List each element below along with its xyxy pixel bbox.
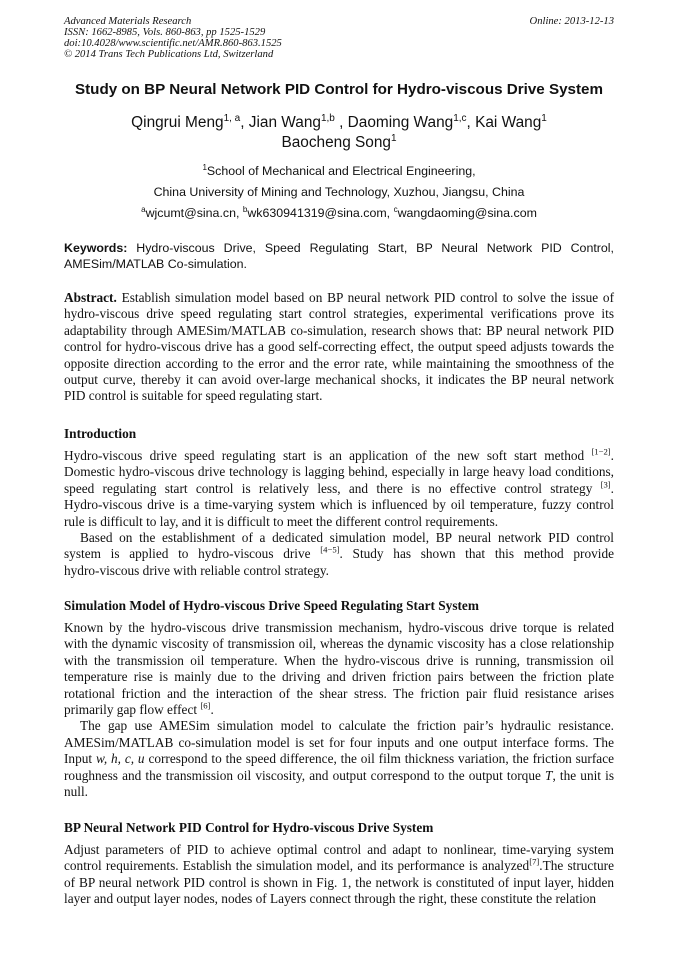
text-line (64, 636, 614, 652)
text-segment: AMESim/MATLAB co-simulation model is set for four inputs and one output interface forms. The (64, 734, 614, 750)
journal-name: Advanced Materials Research (64, 16, 192, 27)
text-segment: Known by the hydro-viscous drive transmission mechanism, hydro-viscous drive torque is related (64, 620, 614, 635)
text-segment: layer and output layer nodes, nodes of Layers connect through the right, these constitute the relation (64, 891, 597, 907)
abstract (64, 290, 614, 405)
text-segment: PID control is suitable for speed regulating start. (64, 388, 323, 404)
text-segment: Hydro-viscous Drive, Speed Regulating Start, BP Neural Network PID Control, (127, 241, 614, 255)
section-heading: Introduction (64, 426, 137, 441)
text-segment: Domestic hydro-viscous drive technology is lagging behind, especially in large heavy load conditions, (64, 464, 614, 480)
section-introduction (64, 426, 614, 579)
text-segment: School of Mechanical and Electrical Engineering, (206, 164, 476, 178)
superscript: 1,c (453, 112, 467, 124)
text-segment: output curve, thereby it can avoid over-large mechanical shocks, it indicates the BP neural network (64, 372, 614, 388)
superscript: 1,b (320, 112, 335, 124)
text-segment: Based on the establishment of a dedicated simulation model, BP neural network PID control (80, 530, 614, 546)
text-segment: . Study has shown that this method provide (339, 546, 614, 562)
affiliation-line-2 (0, 184, 678, 200)
superscript: 1 (390, 132, 397, 144)
text-segment: control requirements. Establish the simulation model, and its performance is analyzed (64, 858, 530, 874)
text-line (64, 669, 614, 685)
section-bp-pid-control (64, 820, 614, 908)
superscript: [6] (200, 700, 211, 711)
paper-title: Study on BP Neural Network PID Control for Hydro-viscous Drive System (74, 81, 604, 98)
text-segment: rule is difficult to lay, and it is difficult to meet the different control requirements. (64, 513, 499, 529)
superscript: [3] (600, 479, 611, 490)
journal-info (64, 16, 282, 60)
text-segment: The gap use AMESim simulation model to calculate the friction pair’s hydraulic resistance. (80, 718, 614, 734)
superscript: b (242, 204, 248, 214)
text-segment: T (545, 767, 553, 783)
copyright: © 2014 Trans Tech Publications Ltd, Switzerland (64, 49, 274, 60)
text-line (64, 240, 614, 256)
text-segment: of BP neural network PID control is shown in Fig. 1, the network is constituted of input layer, hidden (64, 874, 614, 890)
text-line (64, 356, 614, 372)
authors-line-1 (0, 113, 678, 132)
text-segment: AMESim/MATLAB Co-simulation. (64, 257, 247, 271)
text-segment: correspond to the speed difference, the oil film thickness variation, the friction surface (144, 751, 614, 767)
section-heading: BP Neural Network PID Control for Hydro-viscous Drive System (64, 820, 434, 835)
text-segment: Establish simulation model based on BP neural network PID control to solve the issue of (116, 290, 614, 305)
text-line (64, 686, 614, 702)
text-line (64, 256, 614, 272)
text-line (64, 563, 614, 579)
text-segment: temperature rise is mainly due to the driving and driven friction pairs between the friction plate (64, 669, 614, 685)
text-segment: adaptability through AMESim/MATLAB co-simulation, research shows that: BP neural network PID (64, 322, 614, 338)
affiliation-line-1 (0, 163, 678, 179)
section-heading: Simulation Model of Hydro-viscous Drive Speed Regulating Start System (64, 598, 479, 613)
section-simulation-model (64, 598, 614, 800)
superscript: [1−2] (591, 446, 611, 457)
text-line (64, 388, 614, 404)
text-line (64, 653, 614, 669)
superscript: [7] (529, 856, 540, 867)
text-segment: null. (64, 784, 89, 800)
text-segment: , Kai Wang (466, 114, 542, 131)
superscript: [4−5] (320, 545, 340, 556)
issn: ISSN: 1662-8985, Vols. 860-863, pp 1525-1529 (64, 27, 266, 38)
text-segment: , Jian Wang (240, 114, 321, 131)
online-date: Online: 2013-12-13 (529, 16, 614, 27)
text-line (64, 891, 614, 907)
text-line (64, 620, 614, 636)
text-segment: rotational friction and the interaction of the shear stress. The friction pair fluid resistance arises (64, 685, 614, 701)
text-segment: , the unit is (552, 767, 614, 783)
superscript: 1 (541, 112, 547, 124)
authors-line-2 (0, 133, 678, 152)
text-line (64, 464, 614, 480)
text-line (64, 842, 614, 858)
text-segment: China University of Mining and Technology, Xuzhou, Jiangsu, China (153, 185, 525, 199)
text-line (64, 751, 614, 767)
text-segment: w, h, c, u (95, 751, 145, 767)
text-line (64, 718, 614, 734)
text-line (64, 481, 614, 497)
text-segment: Hydro-viscous drive speed regulating start is an application of the new soft start method (64, 448, 592, 463)
text-line (64, 448, 614, 464)
text-line (64, 702, 614, 718)
text-line (64, 290, 614, 306)
superscript: 1, a (223, 112, 241, 124)
text-line (64, 858, 614, 874)
text-segment: with the transmission oil temperature. When the hydro-viscous drive is running, transmission oil (64, 652, 614, 668)
text-segment: primarily gap flow effect (64, 702, 201, 718)
emails (0, 205, 678, 221)
text-segment: .The structure (539, 858, 615, 874)
text-segment: wk630941319@sina.com, (247, 206, 394, 220)
text-line (64, 530, 614, 546)
text-segment: Keywords: (64, 241, 128, 255)
text-segment: speed regulating start control is relatively less, and there is no effective control strategy (64, 480, 601, 496)
text-line (64, 323, 614, 339)
text-segment: Hydro-viscous drive is a time-varying system which is influenced by oil temperature, fuzzy control (64, 497, 614, 513)
text-segment: . (210, 702, 214, 718)
superscript: a (141, 204, 146, 214)
text-segment: roughness and the transmission oil viscosity, and output correspond to the output torque (64, 767, 546, 783)
text-segment: wangdaoming@sina.com (397, 206, 537, 220)
text-segment: Baocheng Song (281, 134, 391, 151)
text-line (64, 875, 614, 891)
text-segment: Input (64, 751, 96, 767)
text-segment: . (610, 448, 614, 463)
text-segment: . (610, 480, 614, 496)
text-line (64, 784, 614, 800)
text-segment: Qingrui Meng (131, 114, 224, 131)
text-segment: hydro-viscous drive with reliable control strategy. (64, 562, 330, 578)
text-line (64, 735, 614, 751)
superscript: c (393, 204, 398, 214)
text-line (64, 339, 614, 355)
keywords (64, 240, 614, 272)
text-line (64, 546, 614, 562)
text-line (64, 768, 614, 784)
text-segment: Adjust parameters of PID to achieve optimal control and adapt to nonlinear, time-varying system (64, 842, 614, 857)
superscript: 1 (202, 162, 207, 172)
text-segment: Abstract. (64, 290, 117, 305)
text-line (64, 497, 614, 513)
text-segment: with the dynamic viscosity of transmission oil, whereas the dynamic viscosity has a close relationship (64, 636, 614, 652)
doi: doi:10.4028/www.scientific.net/AMR.860-863.1525 (64, 38, 282, 49)
text-segment: system is applied to hydro-viscous drive (64, 546, 321, 562)
text-segment: hydro-viscous drive speed regulating start control strategies, experimental verifications prove its (64, 306, 614, 322)
text-line (64, 372, 614, 388)
text-segment: control for hydro-viscous drive has a good self-correcting effect, the output speed adjusts towards the (64, 339, 614, 355)
text-segment: wjcumt@sina.cn, (145, 206, 243, 220)
text-segment: opposite direction according to the error and the error rate, while maintaining the smoothness of the (64, 355, 614, 371)
text-line (64, 306, 614, 322)
text-line (64, 514, 614, 530)
text-segment: , Daoming Wang (334, 114, 454, 131)
